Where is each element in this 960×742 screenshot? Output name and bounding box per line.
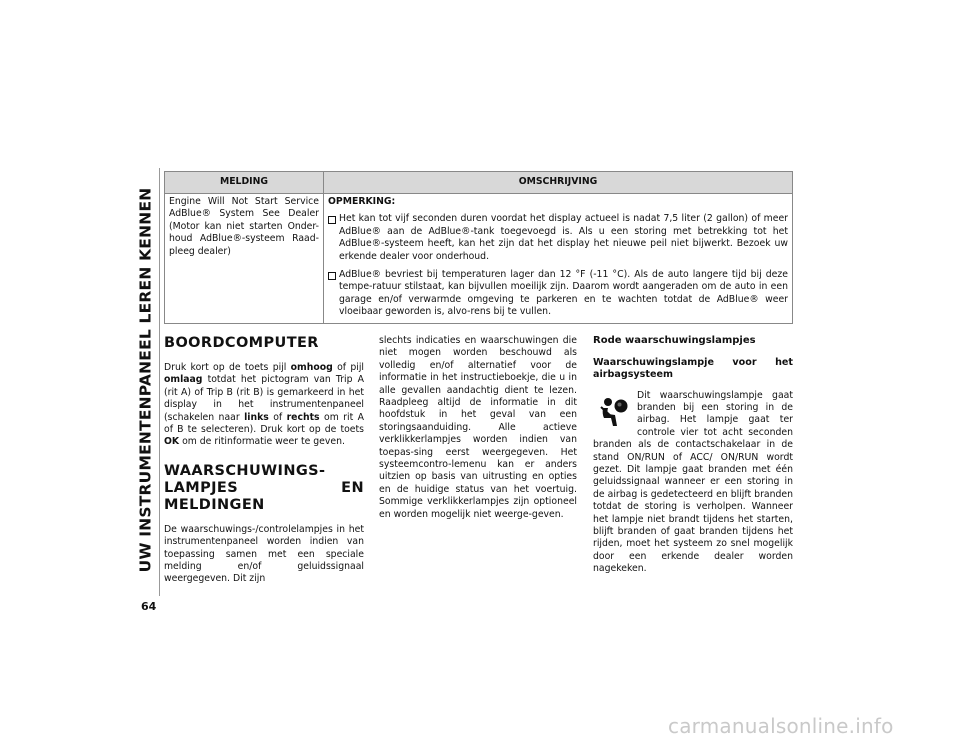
indicaties-paragraph: slechts indicaties en waarschuwingen die niet mogen worden beschouwd als volledig en/of alternatief voor de informatie in het instructieboekje, die u in alle gevallen aandachtig dient te lezen. Raadpleeg altijd de informatie in dit hoofdstuk in het geval van een storingsaanduiding. Alle actieve verklikkerlampjes worden indien van toepas-sing eerst weergegeven. Het systeemcontro-lemenu kan er anders uitzien op basis van uitrusting en opties en de huidige status van het voertuig. Sommige verklikkerlampjes zijn optioneel en worden mogelijk niet weerge-geven. <box>379 335 577 520</box>
boordcomputer-paragraph <box>164 362 364 449</box>
heading-rode-waarschuwingslampjes: Rode waarschuwingslampjes <box>593 335 756 346</box>
header-melding: MELDING <box>165 172 324 194</box>
heading-airbag-lampje: Waarschuwingslampje voor het airbagsysteem <box>593 356 793 380</box>
checkbox-bullet-icon <box>328 216 336 224</box>
airbag-warning-icon <box>593 394 633 432</box>
page-number: 64 <box>141 600 157 613</box>
side-chapter-title-text: UW INSTRUMENTENPANEEL LEREN KENNEN <box>136 187 154 573</box>
note-bullet-text: AdBlue® bevriest bij temperaturen lager dan 12 °F (-11 °C). Als de auto langere tijd bij deze tempe-ratuur stilstaat, kan bijvullen moeilijk zijn. Daarom wordt aangeraden om de auto in een garage en/of verwarmde omgeving te parkeren en te wachten totdat de AdBlue® weer vloeibaar geworden is, alvo-rens bij te vullen. <box>339 268 788 318</box>
column-left <box>164 335 364 594</box>
note-bullet <box>328 213 788 263</box>
note-label: OPMERKING: <box>328 195 396 207</box>
text-run: om rit A of B te selecteren). Druk kort op de toets <box>164 411 364 436</box>
side-chapter-title <box>133 170 157 590</box>
keyword-omhoog: omhoog <box>290 362 333 373</box>
heading-boordcomputer: BOORDCOMPUTER <box>164 335 319 351</box>
message-cell: Engine Will Not Start Service AdBlue® System See Dealer (Motor kan niet starten Onder-houd AdBlue®-systeem Raad-pleeg dealer) <box>165 193 324 323</box>
table-row <box>165 193 793 323</box>
airbag-paragraph: Dit waarschuwingslampje gaat branden bij een storing in de airbag. Het lampje gaat ter controle vier tot acht seconden branden als de contactschakelaar in de stand ON/RUN of ACC/ ON/RUN wordt gezet. Dit lampje gaat branden met één geluidssignaal wanneer er een storing in de airbag is gedetecteerd en blijft branden totdat de storing is verholpen. Wanneer het lampje niet brandt tijdens het starten, blijft branden of gaat branden tijdens het rijden, moet het systeem zo snel mogelijk door een erkende dealer worden nagekeken. <box>593 389 793 575</box>
keyword-omlaag: omlaag <box>164 374 203 386</box>
message-table <box>164 171 793 324</box>
text-run: of pijl <box>332 362 364 373</box>
text-run: om de ritinformatie weer te geven. <box>179 436 345 448</box>
airbag-section <box>593 390 793 576</box>
keyword-links: links <box>244 411 269 423</box>
column-middle <box>379 335 577 529</box>
keyword-ok: OK <box>164 436 180 448</box>
table-header-row <box>165 172 793 194</box>
watermark-text: carmanualsonline.info <box>668 714 894 738</box>
heading-waarschuwingslampjes: WAARSCHUWINGS-LAMPJES EN MELDINGEN <box>164 462 364 513</box>
note-bullet <box>328 269 788 319</box>
description-cell <box>324 193 793 323</box>
header-omschrijving: OMSCHRIJVING <box>324 172 793 194</box>
checkbox-bullet-icon <box>328 272 336 280</box>
waarschuwingen-paragraph: De waarschuwings-/controlelampjes in het instrumentenpaneel worden indien van toepassing samen met een speciale melding en/of geluidssignaal weergegeven. Dit zijn <box>164 523 364 585</box>
text-run: of <box>268 411 287 423</box>
note-bullet-text: Het kan tot vijf seconden duren voordat het display actueel is nadat 7,5 liter (2 gallon) of meer AdBlue® aan de AdBlue®-tank toegevoegd is. Als u een storing met betrekking tot het AdBlue®-systeem heeft, kan het zijn dat het display het nieuwe peil niet bijwerkt. Bezoek uw erkende dealer voor onderhoud. <box>339 213 788 262</box>
text-run: totdat het pictogram van Trip A (rit A) of Trip B (rit B) is gemarkeerd in het display in het instrumentenpaneel (schakelen naar <box>164 374 364 423</box>
keyword-rechts: rechts <box>286 411 320 423</box>
text-run: Druk kort op de toets pijl <box>164 362 291 373</box>
column-right <box>593 335 793 584</box>
side-divider <box>159 168 160 596</box>
